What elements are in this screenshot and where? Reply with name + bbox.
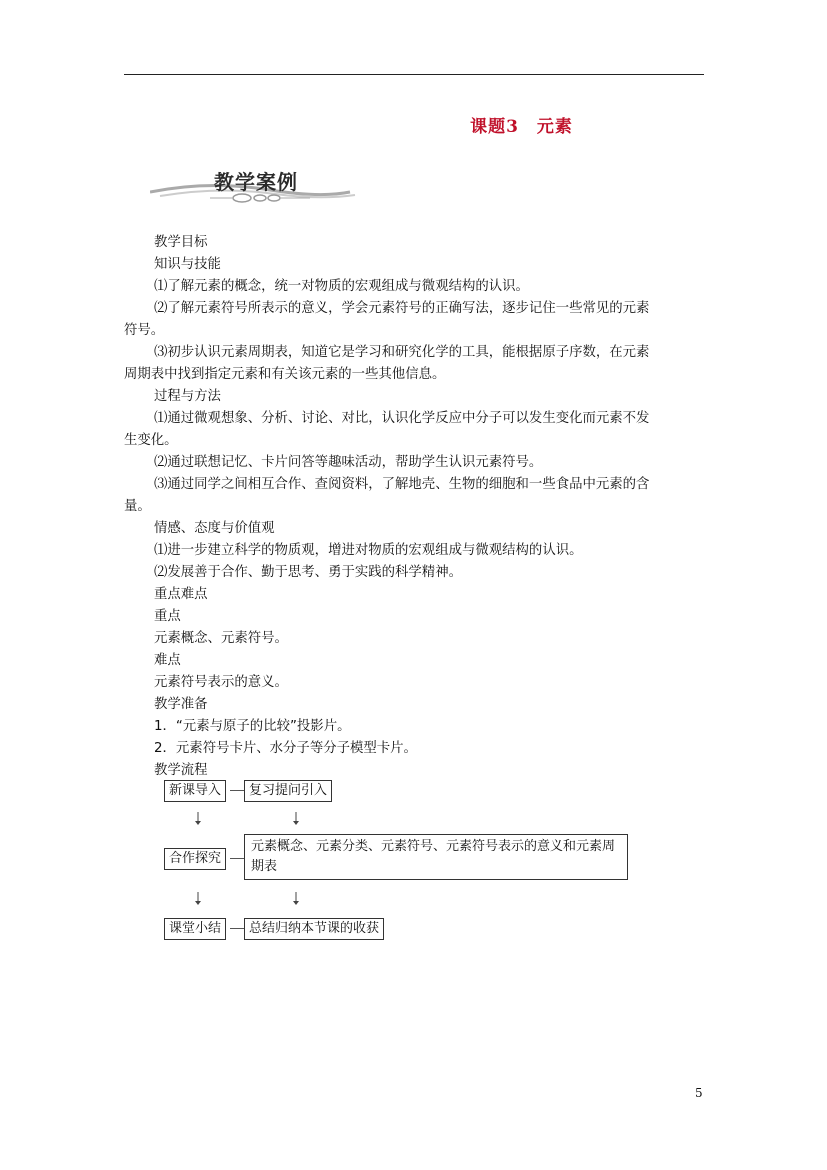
heading-preparation: 教学准备 [154, 697, 208, 712]
heading-flow: 教学流程 [154, 763, 208, 778]
subheading-values: 情感、态度与价值观 [154, 521, 275, 536]
paragraph: ⑵了解元素符号所表示的意义，学会元素符号的正确写法，逐步记住一些常见的元素 [154, 301, 650, 316]
document-body [124, 232, 704, 782]
paragraph: ⑴通过微观想象、分析、讨论、对比，认识化学反应中分子可以发生变化而元素不发 [154, 411, 650, 426]
arrow-down-icon [292, 812, 300, 826]
subheading-knowledge: 知识与技能 [154, 257, 221, 272]
paragraph: ⑶初步认识元素周期表，知道它是学习和研究化学的工具，能根据原子序数，在元素 [154, 345, 650, 360]
subheading-process: 过程与方法 [154, 389, 221, 404]
flow-connector [230, 928, 244, 929]
paragraph: ⑴了解元素的概念，统一对物质的宏观组成与微观结构的认识。 [154, 279, 529, 294]
teaching-flowchart [164, 780, 634, 945]
paragraph: ⑵发展善于合作、勤于思考、勇于实践的科学精神。 [154, 565, 462, 580]
paragraph-continuation: 周期表中找到指定元素和有关该元素的一些其他信息。 [124, 367, 446, 382]
page-number: 5 [695, 1086, 703, 1100]
flow-step-intro: 新课导入 [164, 780, 226, 802]
flow-step-explore-desc: 元素概念、元素分类、元素符号、元素符号表示的意义和元素周期表 [244, 834, 628, 880]
paragraph-continuation: 量。 [124, 499, 151, 514]
flow-step-intro-desc: 复习提问引入 [244, 780, 332, 802]
flow-connector [230, 858, 244, 859]
banner-text: 教学案例 [214, 170, 298, 194]
subheading-difficulty: 难点 [154, 653, 181, 668]
paragraph: 元素符号表示的意义。 [154, 675, 288, 690]
flow-step-summary-desc: 总结归纳本节课的收获 [244, 918, 384, 940]
heading-key-points: 重点难点 [154, 587, 208, 602]
heading-objectives: 教学目标 [154, 235, 208, 250]
arrow-down-icon [194, 812, 202, 826]
paragraph-continuation: 生变化。 [124, 433, 178, 448]
arrow-down-icon [194, 892, 202, 906]
header-rule [124, 74, 704, 75]
paragraph: 元素概念、元素符号。 [154, 631, 288, 646]
paragraph-continuation: 符号。 [124, 323, 165, 338]
section-banner [150, 160, 370, 210]
flow-step-explore: 合作探究 [164, 848, 226, 870]
flow-connector [230, 790, 244, 791]
paragraph: ⑴进一步建立科学的物质观，增进对物质的宏观组成与微观结构的认识。 [154, 543, 583, 558]
page-title: 课题3 元素 [470, 117, 573, 137]
list-item: 2．元素符号卡片、水分子等分子模型卡片。 [154, 741, 417, 756]
arrow-down-icon [292, 892, 300, 906]
flow-step-summary: 课堂小结 [164, 918, 226, 940]
paragraph: ⑵通过联想记忆、卡片问答等趣味活动，帮助学生认识元素符号。 [154, 455, 543, 470]
paragraph: ⑶通过同学之间相互合作、查阅资料，了解地壳、生物的细胞和一些食品中元素的含 [154, 477, 650, 492]
list-item: 1．“元素与原子的比较”投影片。 [154, 719, 351, 734]
subheading-focus: 重点 [154, 609, 181, 624]
